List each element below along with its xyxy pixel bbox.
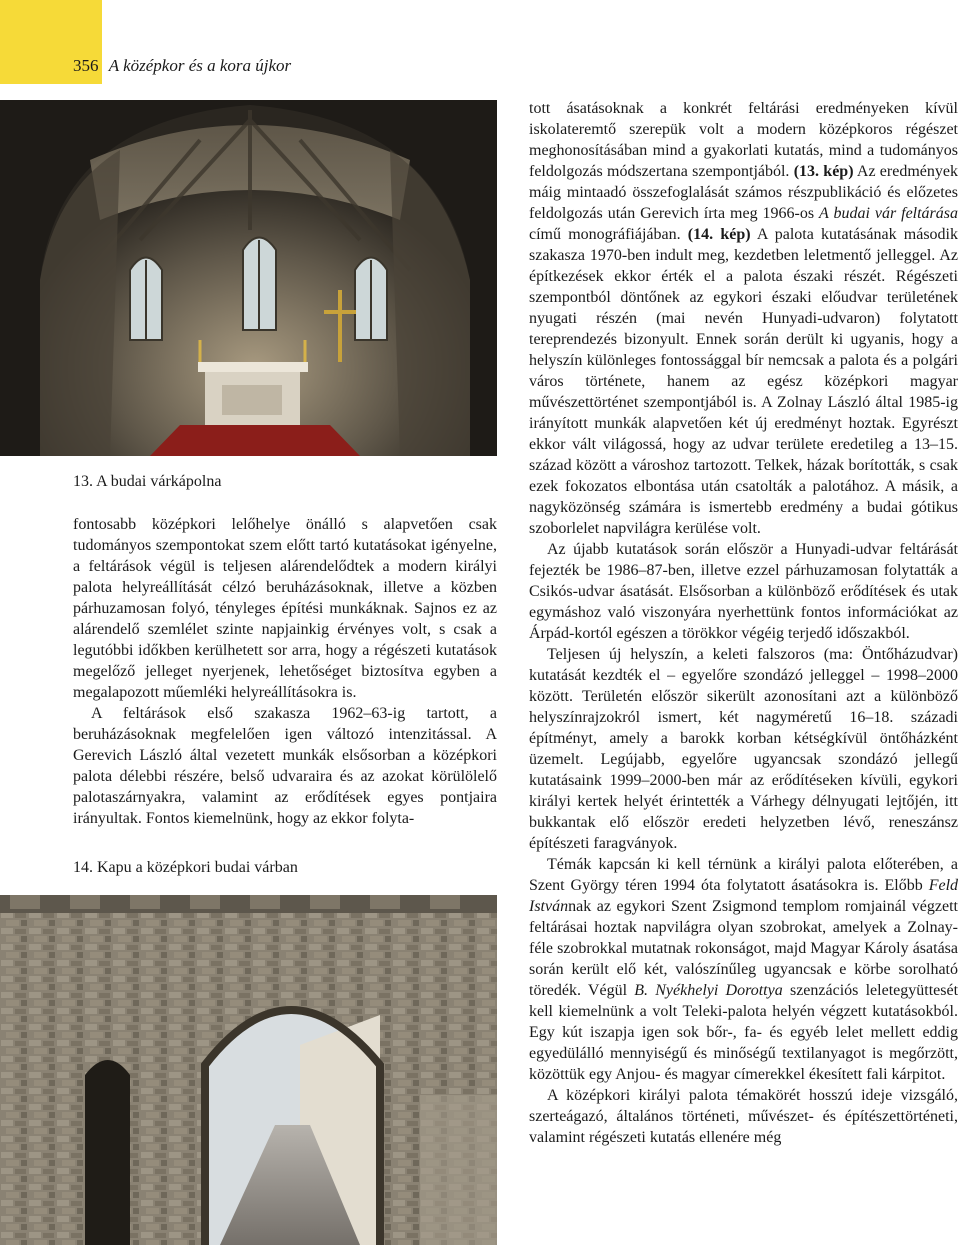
right-paragraph-4	[529, 854, 958, 1085]
right-paragraph-3: Teljesen új helyszín, a keleti falszoros (ma: Öntőházudvar) kutatását kezdték el – egyelőre szondázó jelleggel – 1998–2000 között. Területén először sikerült azonosítani azt a különböző helyszínrajzokról ismert, két nagyméretű 16–18. századi építményt, amely a barokk korban kétségkívül öntőházként üzemelt. Legújabb, egyelőre ugyancsak szondázó jellegű kutatásaink 1999–2000-ben már az erődítéseken kívüli, egykori királyi kertek helyét érintették a Várhegy délnyugati lejtőjén, itt bukkantak elő először eredeti helyzetben lévő, reneszánsz építészeti faragványok.	[529, 646, 958, 852]
castle-gate-photo	[0, 895, 497, 1245]
figure-13-caption: 13. A budai várkápolna	[73, 473, 222, 490]
text-run: A palota kutatásának második szakasza 1970-ben indult meg, kezdetben leletmentő jelleggel. Az építkezések ekkor érték el a palota északi részét. Régészeti szempontból döntőnek az egykori északi előudvar területének nyugati részén (mai nevén Hunyadi-udvaron) folytatott tereprendezés bizonyult. Ennek során derült ki ugyanis, hogy a helyszín különleges fontossággal bír nemcsak a palota és a polgári város története, hanem az egész középkori magyar művészettörténet szempontjából is. A Zolnay László által 1985-ig irányított munkák alapvetően két új eredményt hoztak. Egyrészt ekkor vált világossá, hogy az udvar területe eredetileg a 13–15. század között a városhoz tartozott. Telkek, házak borították, s csak ezek fokozatos elbontása után csatolták a palotához. A másik, a nagyközönség számára is ismertebb eredmény a budai gótikus szoborlelet napvilágra kerülése volt.	[529, 226, 959, 537]
page-number: 356	[73, 56, 99, 75]
text-run: Az eredmények máig mintaadó összefoglalását számos részpublikáció és előzetes feldolgozás után Gerevich írta meg 1966-os	[529, 163, 958, 222]
right-paragraph-5: A középkori királyi palota témakörét hosszú ideje vizsgáló, szerteágazó, általános történeti, művészet- és építészettörténeti, valamint régészeti kutatás ellenére még	[529, 1087, 958, 1146]
right-paragraph-1	[529, 98, 958, 539]
figure-14-reference: (14. kép)	[687, 226, 751, 243]
figure-13-reference: (13. kép)	[793, 163, 854, 180]
left-paragraph-1: fontosabb középkori lelőhelye önálló s alapvetően csak tudományos szempontokat szem előtt tartó kutatásokat igényelne, a feltárások végül is teljesen alárendelődtek a modern királyi palota helyreállítását célzó beruházásoknak, illetve a közben párhuzamosan folyó, tényleges építési munkáknak. Sajnos ez az alárendelő szemlélet szinte napjainkig érvényes volt, s csak a legutóbbi időkben kerülhetett sor arra, hogy a régészeti kutatások megelőző jelleget nyerjenek, lehetőséget biztosítva egyben a megalapozott műemléki helyreállításokra is.	[73, 516, 497, 701]
text-run: nak az egykori Szent Zsigmond templom romjainál végzett feltárásai hoztak napvilágra olyan szobrokat, amelyek a Zolnay-féle szobrokkal mutatnak rokonságot, majd Magyar Károly ásatása során került elő két, valószínűleg ugyancsak e körbe sorolható töredék. Végül	[529, 898, 958, 999]
text-run: című monográfiájában.	[529, 226, 681, 243]
figure-14-caption: 14. Kapu a középkori budai várban	[73, 859, 298, 876]
right-paragraph-2: Az újabb kutatások során először a Hunyadi-udvar feltárását fejezték be 1986–87-ben, illetve ezzel párhuzamosan folytatták a Csikós-udvar ásatását. Elsősorban a különböző erődítések és utak egymáshoz való viszonyára nyerhettünk fontos információkat az Árpád-kortól egészen a törökkor végéig terjedő időszakból.	[529, 541, 958, 642]
book-title: A budai vár feltárása	[819, 205, 959, 222]
author-name: B. Nyékhelyi Dorottya	[634, 982, 783, 999]
left-column	[73, 514, 497, 829]
right-column	[529, 98, 958, 1148]
running-head	[73, 56, 291, 76]
text-run: tott ásatásoknak a konkrét feltárási eredményeken kívül iskolateremtő szerepük volt a modern középkoros régészet meghonosításában mind a gyakorlati kutatás, mind a tudományos feldolgozás módszertana szempontjából.	[529, 100, 958, 180]
chapel-interior-photo	[0, 100, 497, 456]
left-paragraph-2: A feltárások első szakasza 1962–63-ig tartott, a beruházásoknak megfelelően igen változó intenzitással. A Gerevich László által vezetett munkák elsősorban a középkori palota délebbi részére, belső udvaraira és az azokat körülölelő palotaszárnyakra, valamint az erődítések egyes pontjaira irányultak. Fontos kiemelnünk, hogy az ekkor folyta-	[73, 705, 497, 827]
text-run: szenzációs leletegyüttesét kell kiemelnünk a volt Teleki-palota helyén végzett kutatásokból. Egy kút iszapja igen sok bőr-, fa- és egyéb lelet mellett eddig egyedülálló mennyiségű és minőségű textilanyagot is megőrzött, közöttük egy Anjou- és magyar címerekkel ékesített fali kárpitot.	[529, 982, 959, 1083]
running-title: A középkor és a kora újkor	[108, 56, 292, 75]
text-run: Témák kapcsán ki kell térnünk a királyi palota előterében, a Szent György téren 1994 óta folytatott ásatásokra is. Előbb	[529, 856, 958, 894]
author-name: Feld István	[529, 877, 959, 915]
